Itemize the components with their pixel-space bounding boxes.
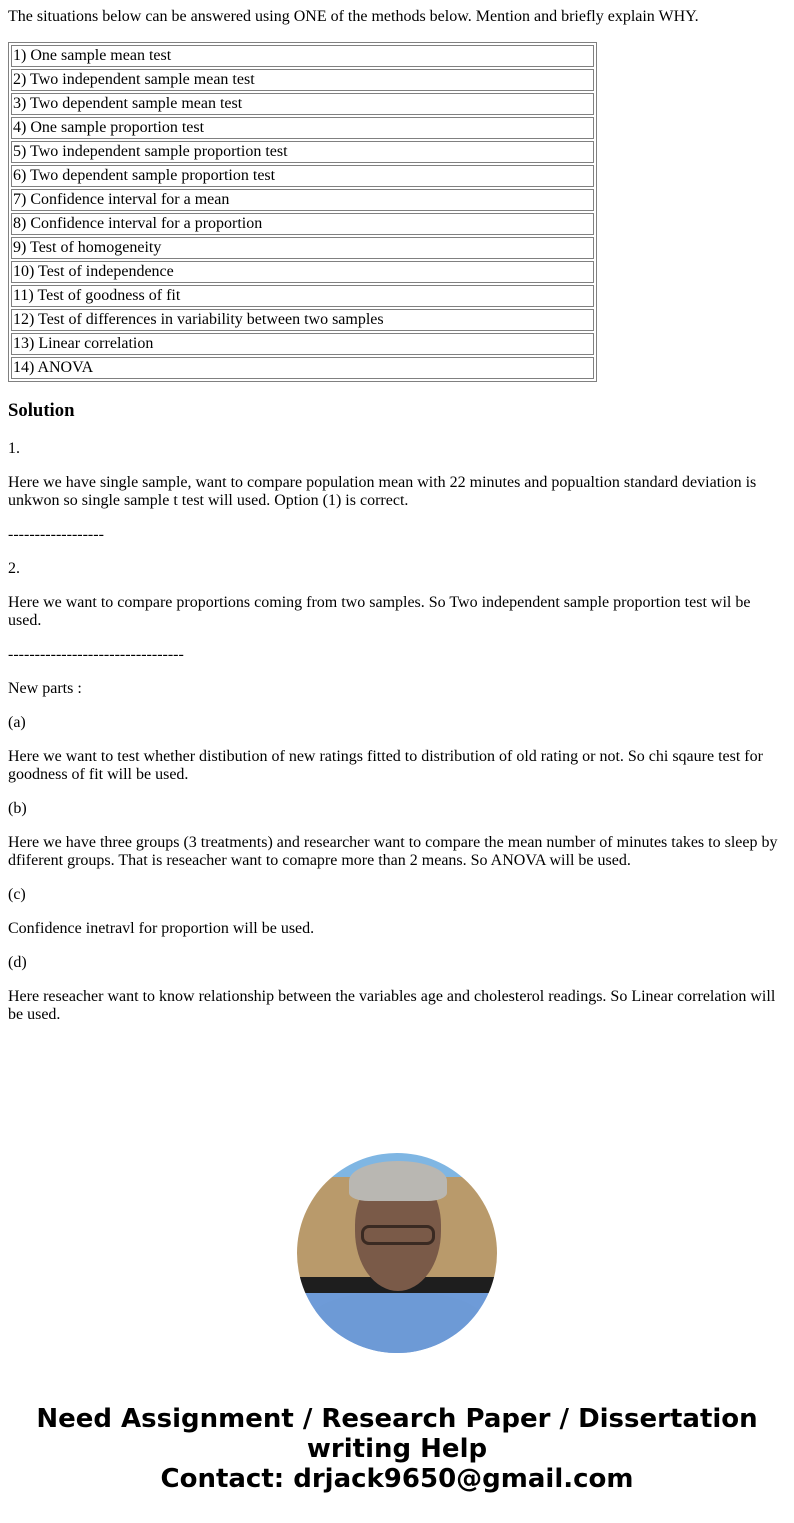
- method-row: [11, 213, 594, 235]
- solution-paragraph: (b): [8, 800, 27, 817]
- promo-footer: [0, 1404, 794, 1494]
- method-row: [11, 357, 594, 379]
- method-cell: 5) Two independent sample proportion test: [11, 141, 594, 163]
- method-cell: 2) Two independent sample mean test: [11, 69, 594, 91]
- solution-paragraph: Confidence inetravl for proportion will be used.: [8, 920, 315, 937]
- method-cell: 7) Confidence interval for a mean: [11, 189, 594, 211]
- method-row: [11, 69, 594, 91]
- method-cell: 3) Two dependent sample mean test: [11, 93, 594, 115]
- method-cell: 8) Confidence interval for a proportion: [11, 213, 594, 235]
- solution-paragraph: 2.: [8, 560, 20, 577]
- method-cell: 14) ANOVA: [11, 357, 594, 379]
- intro-text: The situations below can be answered using ONE of the methods below. Mention and briefly explain WHY.: [8, 8, 699, 25]
- solution-paragraph: Here we have three groups (3 treatments) and researcher want to compare the mean number of minutes takes to sleep by dfiferent groups. That is reseacher want to comapre more than 2 means. So ANOVA will be used.: [8, 834, 778, 869]
- method-row: [11, 165, 594, 187]
- method-row: [11, 333, 594, 355]
- method-row: [11, 237, 594, 259]
- promo-contact: Contact: drjack9650@gmail.com: [160, 1464, 634, 1494]
- solution-paragraph: Here we want to compare proportions coming from two samples. So Two independent sample proportion test wil be used.: [8, 594, 751, 629]
- solution-paragraph: ---------------------------------: [8, 646, 184, 663]
- promo-line-2: writing Help: [306, 1434, 488, 1464]
- solution-heading: Solution: [8, 400, 75, 421]
- method-row: [11, 189, 594, 211]
- method-row: [11, 93, 594, 115]
- method-cell: 13) Linear correlation: [11, 333, 594, 355]
- method-cell: 11) Test of goodness of fit: [11, 285, 594, 307]
- method-row: [11, 45, 594, 67]
- solution-paragraph: ------------------: [8, 526, 104, 543]
- method-row: [11, 309, 594, 331]
- solution-paragraph: (a): [8, 714, 26, 731]
- promo-line-1: Need Assignment / Research Paper / Dissertation: [36, 1404, 758, 1434]
- solution-paragraph: Here we have single sample, want to compare population mean with 22 minutes and popualtion standard deviation is unkwon so single sample t test will used. Option (1) is correct.: [8, 474, 757, 509]
- solution-paragraph: (c): [8, 886, 26, 903]
- method-row: [11, 141, 594, 163]
- method-cell: 9) Test of homogeneity: [11, 237, 594, 259]
- method-row: [11, 285, 594, 307]
- method-cell: 4) One sample proportion test: [11, 117, 594, 139]
- solution-paragraph: 1.: [8, 440, 20, 457]
- glasses-shape: [361, 1225, 435, 1245]
- author-photo: [297, 1153, 497, 1353]
- method-cell: 6) Two dependent sample proportion test: [11, 165, 594, 187]
- solution-paragraph: (d): [8, 954, 27, 971]
- methods-table: [8, 42, 597, 382]
- solution-paragraph: Here we want to test whether distibution of new ratings fitted to distribution of old rating or not. So chi sqaure test for goodness of fit will be used.: [8, 748, 763, 783]
- solution-paragraph: Here reseacher want to know relationship between the variables age and cholesterol readings. So Linear correlation will be used.: [8, 988, 776, 1023]
- method-cell: 12) Test of differences in variability between two samples: [11, 309, 594, 331]
- solution-paragraph: New parts :: [8, 680, 82, 697]
- solution-body: [8, 440, 786, 1024]
- method-cell: 10) Test of independence: [11, 261, 594, 283]
- method-cell: 1) One sample mean test: [11, 45, 594, 67]
- method-row: [11, 117, 594, 139]
- method-row: [11, 261, 594, 283]
